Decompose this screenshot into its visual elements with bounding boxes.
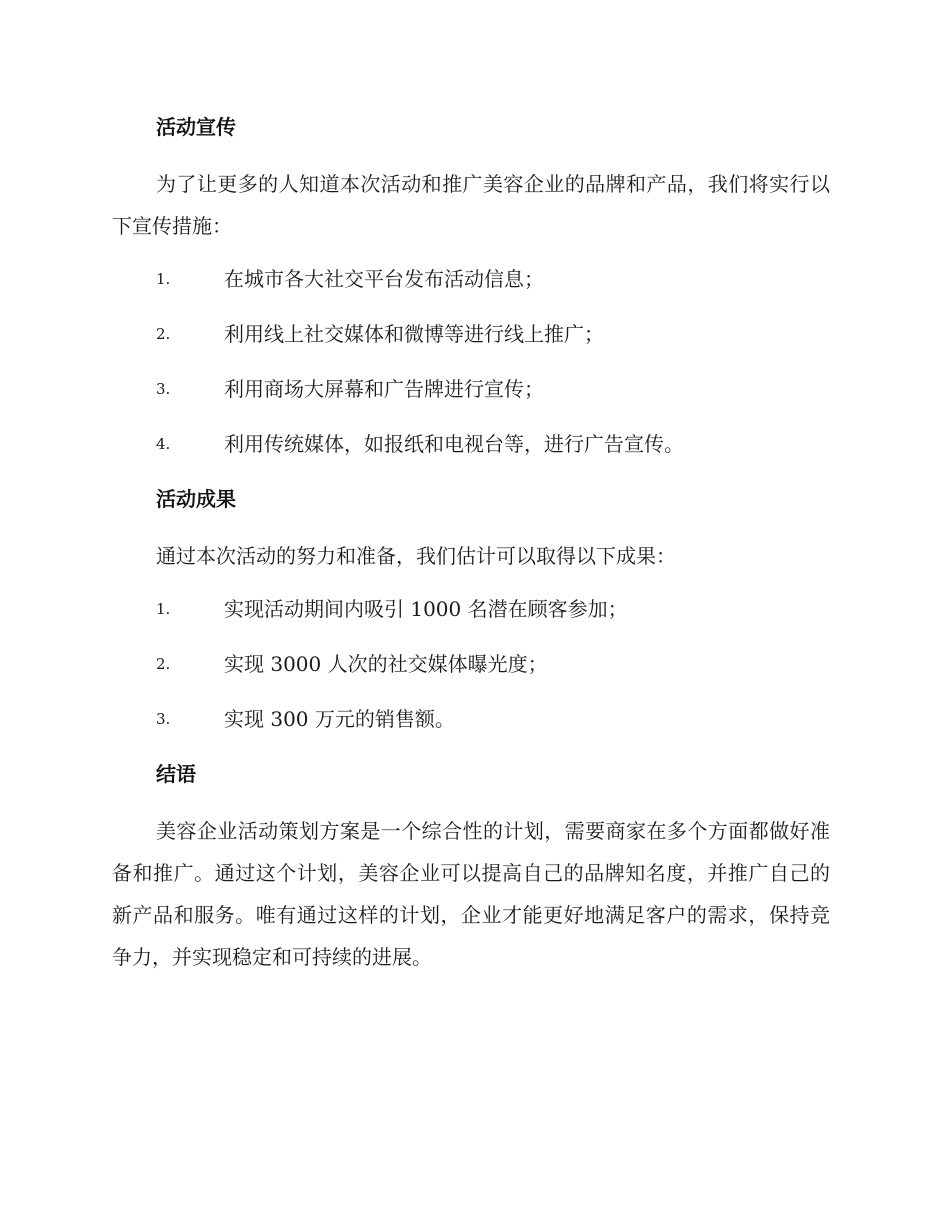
- list-item: [112, 645, 830, 683]
- section-paragraph-results: 通过本次活动的努力和准备，我们估计可以取得以下成果：: [156, 544, 676, 568]
- list-item-text: 实现 3000 人次的社交媒体曝光度；: [224, 652, 548, 676]
- list-item-text: 利用商场大屏幕和广告牌进行宣传；: [224, 377, 544, 401]
- promotion-measures-list: [112, 260, 830, 463]
- list-item: [112, 700, 830, 738]
- list-item-number: 2.: [156, 655, 171, 673]
- list-item-number: 1.: [156, 270, 171, 288]
- list-item-text: 利用传统媒体，如报纸和电视台等，进行广告宣传。: [224, 432, 684, 456]
- list-item-number: 4.: [156, 435, 171, 453]
- list-item-text: 实现 300 万元的销售额。: [224, 707, 455, 731]
- list-item: [112, 260, 830, 298]
- section-heading-promotion: 活动宣传: [156, 115, 236, 139]
- list-item: [112, 425, 830, 463]
- list-item: [112, 370, 830, 408]
- list-item-text: 利用线上社交媒体和微博等进行线上推广；: [224, 322, 604, 346]
- list-item-text: 在城市各大社交平台发布活动信息；: [224, 267, 544, 291]
- results-list: [112, 590, 830, 738]
- section-heading-conclusion: 结语: [156, 762, 196, 786]
- list-item-number: 2.: [156, 325, 171, 343]
- document-body: [112, 108, 830, 991]
- list-item-text: 实现活动期间内吸引 1000 名潜在顾客参加；: [224, 597, 628, 621]
- list-item-number: 1.: [156, 600, 171, 618]
- list-item: [112, 315, 830, 353]
- list-item-number: 3.: [156, 710, 171, 728]
- list-item-number: 3.: [156, 380, 171, 398]
- section-paragraph-promotion: 为了让更多的人知道本次活动和推广美容企业的品牌和产品，我们将实行以下宣传措施：: [112, 172, 830, 238]
- section-paragraph-conclusion: 美容企业活动策划方案是一个综合性的计划，需要商家在多个方面都做好准备和推广。通过这个计划，美容企业可以提高自己的品牌知名度，并推广自己的新产品和服务。唯有通过这样的计划，企业才能更好地满足客户的需求，保持竞争力，并实现稳定和可持续的进展。: [112, 819, 830, 969]
- section-heading-results: 活动成果: [156, 487, 236, 511]
- list-item: [112, 590, 830, 628]
